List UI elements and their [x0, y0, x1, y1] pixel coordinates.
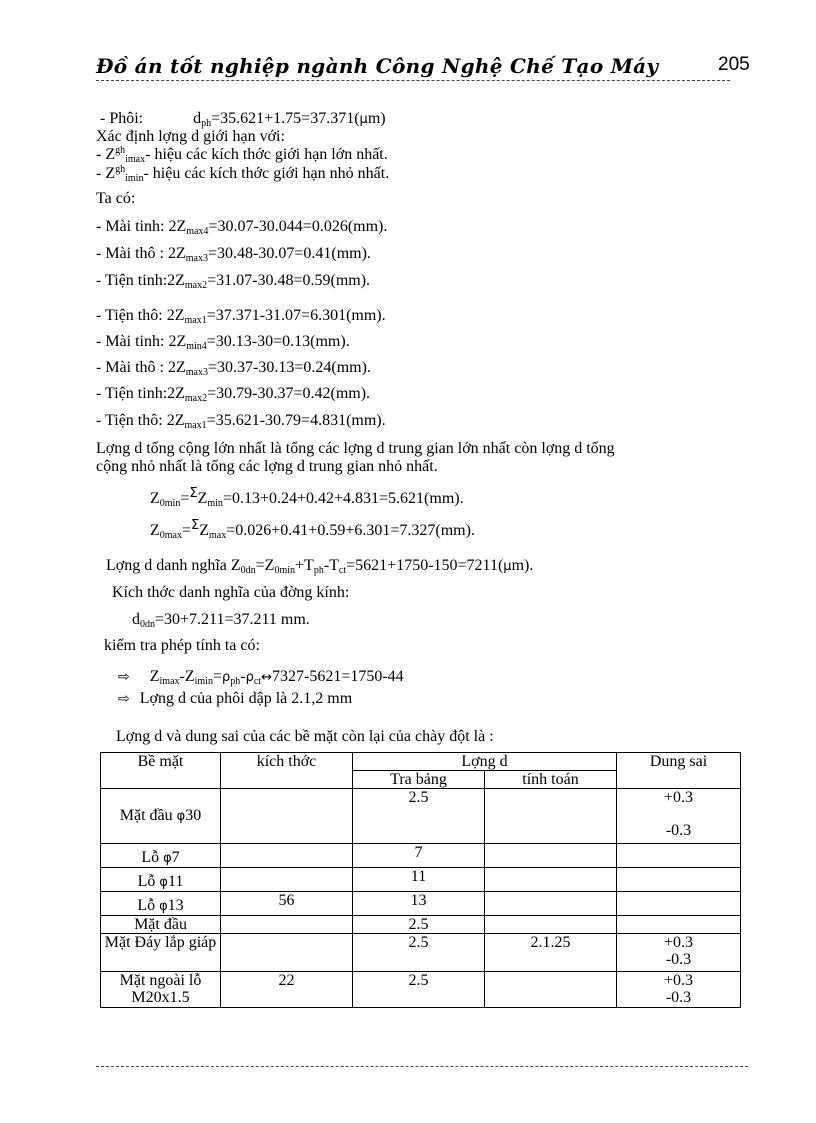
forging-allowance-line: ⇨ Lợng d của phôi dập là 2.1,2 mm [118, 690, 353, 707]
summary-paragraph-line-2: cộng nhỏ nhất là tổng các lợng d trung gian nhỏ nhất. [96, 458, 438, 475]
table-row: Mặt đầu φ30 2.5 +0.3 -0.3 [101, 789, 741, 844]
check-intro-line: kiểm tra phép tính ta có: [104, 637, 260, 654]
calc-line-2: - Mài thô : $2Z_{max3}=30.48-30.07=0.41(mm)$. [96, 245, 371, 264]
table-row: Lỗ φ7 7 [101, 844, 741, 868]
calc-line-1: - Mài tinh: $2Z_{max4}=30.07-30.044=0.026(mm)$. [96, 218, 388, 237]
phoi-line: - Phôi: $d_{ph}=35.621+1.75=37.371(\mu m)$ [100, 110, 386, 129]
allowance-table [100, 752, 741, 1008]
ta-co-line: Ta có: [96, 190, 136, 207]
header-size: kích thớc [221, 753, 353, 789]
table-row: Mặt đầu 2.5 [101, 916, 741, 934]
calc-line-4: - Tiện thô: $2Z_{max1}=37.371-31.07=6.301(mm)$. [96, 307, 386, 326]
z0max-formula: $Z_{0max}=^\Sigma Z_{max}=0.026+0.41+0.59+6.301=7.327(mm)$. [150, 518, 475, 541]
nominal-allowance-line: Lợng d danh nghĩa $Z_{0dn}=Z_{0min}+T_{ph}-T_{ct}=5621+1750-150=7211(\mu m)$. [106, 557, 534, 576]
summary-paragraph-line-1: Lợng d tổng cộng lớn nhất là tổng các lợng d trung gian lớn nhất còn lợng d tổng [96, 440, 615, 457]
nominal-size-line: Kích thớc danh nghĩa của đờng kính: [112, 584, 350, 601]
table-row: Lỗ φ11 11 [101, 868, 741, 892]
header-allowance: Lợng d [353, 753, 617, 771]
zmin-definition: - $Z^{gh}_{imin}-$ hiệu các kích thớc giới hạn nhỏ nhất. [96, 164, 390, 184]
header-tolerance: Dung sai [617, 753, 741, 789]
table-row: Mặt ngoài lỗ M20x1.5 22 2.5 +0.3 -0.3 [101, 972, 741, 1008]
header-calc: tính toán [485, 771, 617, 789]
calc-line-5: - Mài tinh: $2Z_{min4}=30.13-30=0.13(mm)$. [96, 333, 350, 352]
header-divider [96, 80, 730, 81]
calc-line-8: - Tiện thô: $2Z_{max1}=35.621-30.79=4.831(mm)$. [96, 412, 386, 431]
table-row: Mặt Đáy lắp giáp 2.5 2.1.25 +0.3 -0.3 [101, 934, 741, 972]
calc-line-6: - Mài thô : $2Z_{max3}=30.37-30.13=0.24(mm)$. [96, 359, 371, 378]
page-number: 205 [718, 54, 750, 75]
header-lookup: Tra bảng [353, 771, 485, 789]
xac-dinh-line: Xác định lợng d giới hạn với: [96, 128, 285, 145]
table-row: Lỗ φ13 56 13 [101, 892, 741, 916]
zmax-definition: - $Z^{gh}_{imax}-$ hiệu các kích thớc giới hạn lớn nhất. [96, 145, 388, 165]
check-formula-line: ⇨ $Z_{imax}-Z_{imin}=\rho_{ph}-\rho_{ct}\leftrightarrow 7327-5621=1750-44$ [118, 668, 404, 687]
arrow-icon: ⇨ [118, 691, 130, 707]
document-header-title: Đồ án tốt nghiệp ngành Công Nghệ Chế Tạo Máy [96, 54, 659, 78]
header-surface: Bề mặt [101, 753, 221, 789]
arrow-icon: ⇨ [118, 669, 130, 685]
calc-line-7: - Tiện $tinh:2Z_{max2}=30.79-30.37=0.42(mm)$. [96, 385, 371, 404]
d0dn-formula: $d_{0dn}=30+7.211=37.211$ mm. [132, 611, 310, 630]
calc-line-3: - Tiện $tinh:2Z_{max2}=31.07-30.48=0.59(mm)$. [96, 272, 371, 291]
table-caption: Lợng d và dung sai của các bề mặt còn lại của chày đột là : [116, 728, 494, 745]
z0min-formula: $Z_{0min}=^\Sigma Z_{min}=0.13+0.24+0.42+4.831=5.621(mm)$. [150, 486, 464, 509]
footer-divider [96, 1066, 748, 1067]
